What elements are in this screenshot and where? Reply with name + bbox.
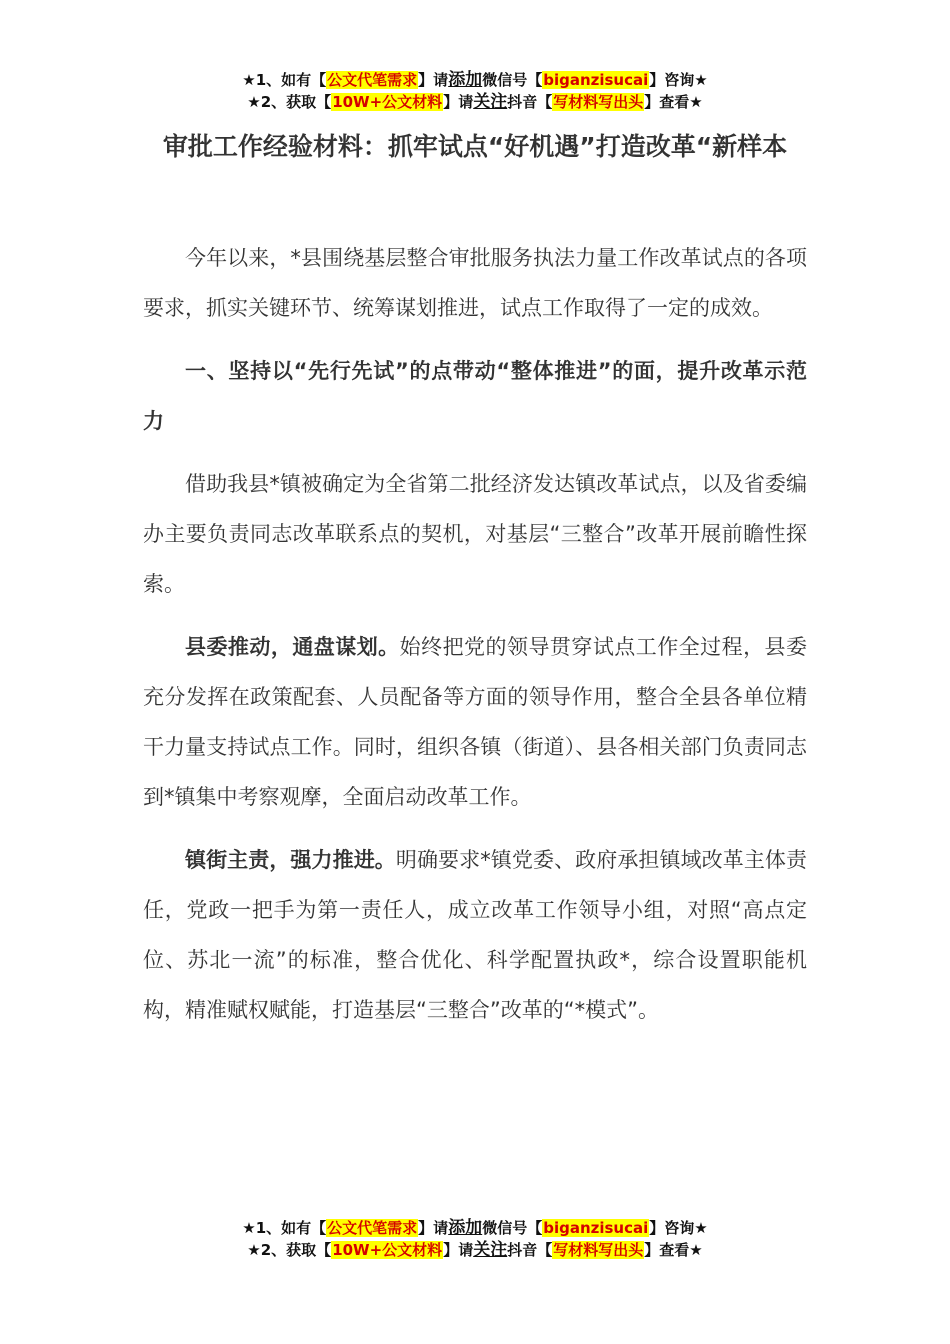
banner-text: 微信号【 [482, 1219, 543, 1237]
highlight-text: 公文代笔需求 [327, 71, 418, 89]
banner-text: 】查看★ [644, 93, 703, 111]
banner-text: 微信号【 [482, 71, 543, 89]
paragraph-intro: 今年以来，*县围绕基层整合审批服务执法力量工作改革试点的各项要求，抓实关键环节、统筹谋划推进，试点工作取得了一定的成效。 [143, 246, 807, 320]
banner-line-2 [0, 91, 950, 113]
banner-text: ★2、获取【 [247, 1241, 332, 1259]
wechat-id: biganzisucai [543, 1219, 649, 1237]
banner-text: 抖音【 [507, 1241, 553, 1259]
banner-text: 】请 [443, 1241, 474, 1259]
douyin-account: 写材料写出头 [553, 93, 644, 111]
banner-text: 】咨询★ [649, 71, 708, 89]
document-body [143, 233, 807, 1048]
douyin-account: 写材料写出头 [553, 1241, 644, 1259]
underlined-text: 关注 [473, 92, 508, 112]
banner-text: ★2、获取【 [247, 93, 332, 111]
banner-line-1 [0, 69, 950, 91]
banner-text: ★1、如有【 [242, 71, 327, 89]
banner-text: 】咨询★ [649, 1219, 708, 1237]
underlined-text: 添加 [448, 1218, 483, 1238]
banner-line-2 [0, 1239, 950, 1261]
banner-text: 】查看★ [644, 1241, 703, 1259]
underlined-text: 添加 [448, 70, 483, 90]
footer-banner [0, 1217, 950, 1261]
section-heading-1: 一、坚持以“先行先试”的点带动“整体推进”的面，提升改革示范力 [143, 359, 807, 433]
highlight-text: 10W+公文材料 [332, 93, 443, 111]
paragraph-3 [143, 622, 807, 822]
paragraph-text: 始终把党的领导贯穿试点工作全过程，县委充分发挥在政策配套、人员配备等方面的领导作用，整合全县各单位精干力量支持试点工作。同时，组织各镇（街道）、县各相关部门负责同志到*镇集中考察观摩，全面启动改革工作。 [143, 635, 808, 809]
paragraph-lead: 镇街主责，强力推进。 [185, 848, 396, 872]
wechat-id: biganzisucai [543, 71, 649, 89]
highlight-text: 10W+公文材料 [332, 1241, 443, 1259]
banner-text: ★1、如有【 [242, 1219, 327, 1237]
document-title: 审批工作经验材料：抓牢试点“好机遇”打造改革“新样本 [162, 132, 788, 161]
paragraph-2: 借助我县*镇被确定为全省第二批经济发达镇改革试点，以及省委编办主要负责同志改革联系点的契机，对基层“三整合”改革开展前瞻性探索。 [143, 472, 807, 596]
underlined-text: 关注 [473, 1240, 508, 1260]
header-banner [0, 69, 950, 113]
paragraph-4 [143, 835, 807, 1035]
banner-line-1 [0, 1217, 950, 1239]
banner-text: 】请 [418, 1219, 449, 1237]
banner-text: 】请 [443, 93, 474, 111]
banner-text: 】请 [418, 71, 449, 89]
highlight-text: 公文代笔需求 [327, 1219, 418, 1237]
paragraph-lead: 县委推动，通盘谋划。 [185, 635, 400, 659]
banner-text: 抖音【 [507, 93, 553, 111]
paragraph-text: 明确要求*镇党委、政府承担镇域改革主体责任，党政一把手为第一责任人，成立改革工作领导小组，对照“高点定位、苏北一流”的标准，整合优化、科学配置执政*，综合设置职能机构，精准赋权赋能，打造基层“三整合”改革的“*模式”。 [143, 848, 808, 1022]
